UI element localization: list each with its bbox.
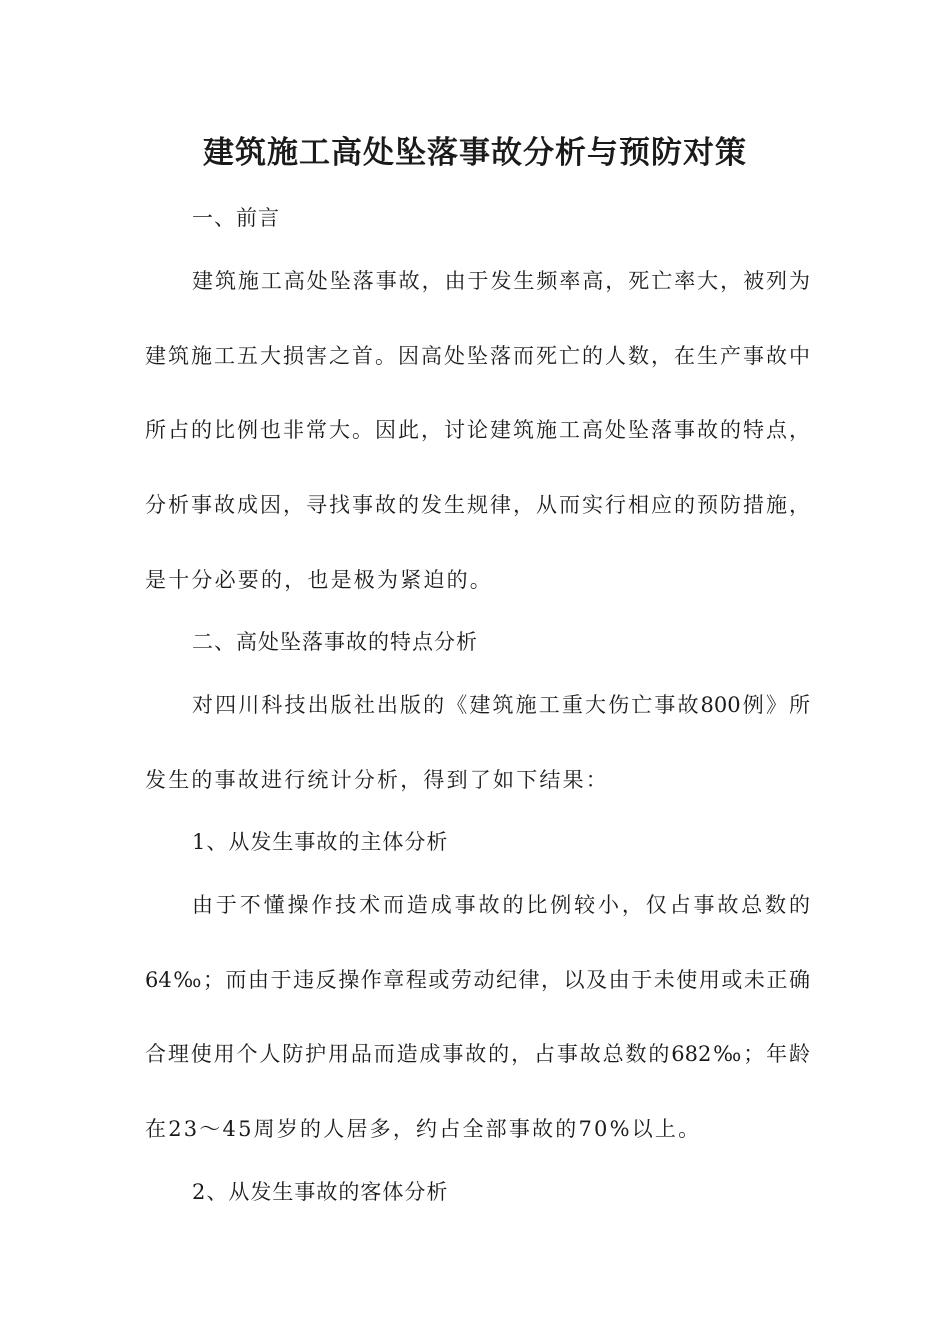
paragraph-line: 所占的比例也非常大。因此，讨论建筑施工高处坠落事故的特点， (145, 418, 810, 442)
paragraph-line: 建筑施工高处坠落事故，由于发生频率高，死亡率大，被列为 (192, 269, 810, 293)
paragraph-line: 对四川科技出版社出版的《建筑施工重大伤亡事故800例》所 (192, 693, 810, 717)
paragraph-line: 是十分必要的，也是极为紧迫的。 (145, 568, 493, 592)
document-title: 建筑施工高处坠落事故分析与预防对策 (203, 135, 747, 171)
paragraph-line: 分析事故成因，寻找事故的发生规律，从而实行相应的预防措施， (145, 493, 810, 517)
paragraph-line: 建筑施工五大损害之首。因高处坠落而死亡的人数，在生产事故中 (145, 344, 810, 368)
subsection-heading-subject: 1、从发生事故的主体分析 (192, 830, 449, 854)
paragraph-line: 64‰；而由于违反操作章程或劳动纪律，以及由于未使用或未正确 (145, 968, 810, 992)
paragraph-line: 在23～45周岁的人居多，约占全部事故的70%以上。 (145, 1117, 702, 1141)
paragraph-line: 合理使用个人防护用品而造成事故的，占事故总数的682‰；年龄 (145, 1042, 810, 1066)
section-heading-characteristics: 二、高处坠落事故的特点分析 (192, 630, 478, 654)
paragraph-line: 发生的事故进行统计分析，得到了如下结果： (145, 768, 609, 792)
section-heading-preface: 一、前言 (192, 206, 280, 230)
subsection-heading-object: 2、从发生事故的客体分析 (192, 1180, 449, 1204)
paragraph-line: 由于不懂操作技术而造成事故的比例较小，仅占事故总数的 (192, 893, 810, 917)
